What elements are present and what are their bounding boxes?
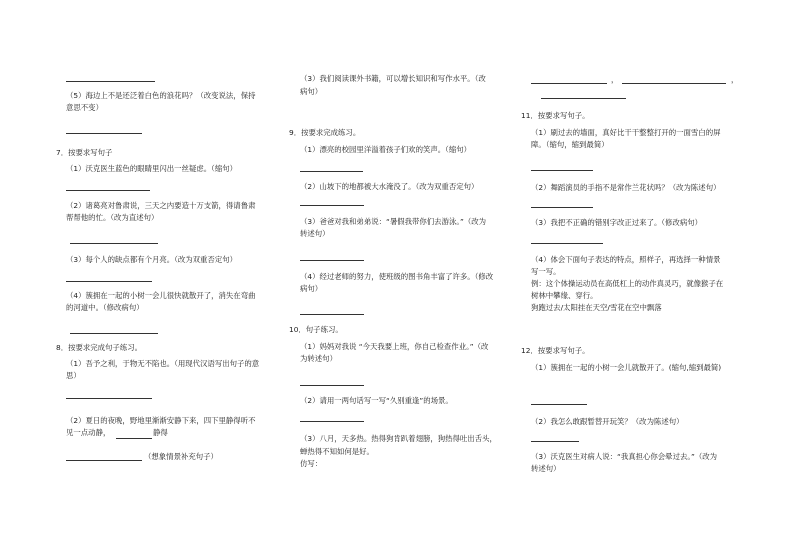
question-text: （4）经过老师的努力，使班级的图书角丰富了许多。（修改 <box>300 272 494 281</box>
question-text: 写一写。 <box>531 267 561 276</box>
answer-line[interactable] <box>622 83 726 84</box>
question-text: 见一点动静， <box>66 428 111 437</box>
separator-text: ， <box>611 75 619 84</box>
question-heading: 7．按要求写句子 <box>56 148 113 157</box>
answer-line[interactable] <box>300 205 364 206</box>
answer-line[interactable] <box>300 260 364 261</box>
question-text: 例：这个体操运动员在高低杠上的动作真灵巧，就像猴子在 <box>531 279 724 288</box>
answer-line[interactable] <box>300 385 364 386</box>
answer-line[interactable] <box>531 404 587 405</box>
question-text: （3）我把不正确的错别字改正过来了。（修改病句） <box>531 218 702 227</box>
question-text: 静得 <box>153 428 168 437</box>
question-text: （2）山坡下的地都被大水淹没了。（改为双重否定句） <box>300 182 479 191</box>
question-text: 病句） <box>300 87 323 96</box>
question-text: （3）我们阅读课外书籍，可以增长知识和写作水平。（改 <box>300 74 486 83</box>
question-text: （1）妈妈对我说 “今天我要上班，你自己检查作业。”（改 <box>300 342 489 351</box>
question-text: 为转述句） <box>300 354 337 363</box>
question-text: 意思不变） <box>66 103 103 112</box>
question-text: （2）舞蹈演员的手指不是常作兰花状吗？（改为陈述句） <box>531 183 721 192</box>
answer-line[interactable] <box>300 421 364 422</box>
question-heading: 12．按要求写句子。 <box>521 346 590 355</box>
question-text: （2）夏日的夜晚，野地里渐渐安静下来，四下里静得听不 <box>66 416 256 425</box>
question-text: （4）簇拥在一起的小树一会儿很快就散开了，消失在弯曲 <box>66 291 256 300</box>
question-text: （想象情景补充句子） <box>144 452 218 461</box>
question-heading: 10．句子练习。 <box>289 325 343 334</box>
answer-line[interactable] <box>541 98 626 99</box>
answer-line[interactable] <box>70 243 158 244</box>
separator-text: ， <box>731 75 739 84</box>
question-text: 的河道中。（修改病句） <box>66 303 144 312</box>
question-text: 树林中攀缘、穿行。 <box>531 291 598 300</box>
question-text: 思） <box>66 371 81 380</box>
question-text: （1）沃克医生蓝色的眼睛里闪出一丝疑虑。（缩句） <box>66 164 237 173</box>
question-text: 仿写： <box>300 459 323 468</box>
question-text: （3）八月，天多热。热得狗肯趴着翅膀，狗热得吐出舌头， <box>300 434 497 443</box>
question-text: （3）每个人的缺点都有个月亮。（改为双重否定句） <box>66 255 237 264</box>
answer-line[interactable] <box>66 398 152 399</box>
answer-line[interactable] <box>531 207 593 208</box>
answer-line[interactable] <box>531 83 607 84</box>
question-text: （4）体会下面句子表达的特点，照样子，再选择一种情景 <box>531 255 721 264</box>
question-text: （2）请用一两句话写一写“久别重逢”的场景。 <box>300 396 453 405</box>
question-text: 狗跑过去/太阳挂在天空/雪花在空中飘落 <box>531 303 662 312</box>
answer-line[interactable] <box>66 281 152 282</box>
answer-line[interactable] <box>116 438 152 439</box>
question-text: （1）吾予之利，于物无不陷也。（用现代汉语写出句子的意 <box>66 359 260 368</box>
answer-line[interactable] <box>66 133 142 134</box>
question-text: （3）沃克医生对病人说：“我真担心你会晕过去。”（改为 <box>531 452 718 461</box>
question-heading: 9．按要求完成练习。 <box>289 128 361 137</box>
question-text: （2）我怎么敢跟暂替开玩笑？（改为陈述句） <box>531 417 684 426</box>
answer-line[interactable] <box>66 460 142 461</box>
question-text: 转述句） <box>300 229 330 238</box>
question-text: 障。（缩句，缩到最简） <box>531 140 609 149</box>
question-text: （1）簇拥在一起的小树一会儿就散开了。(缩句,缩到最简) <box>531 363 722 372</box>
question-text: 蝉热得不知如何是好。 <box>300 447 374 456</box>
question-text: 转述句） <box>531 464 561 473</box>
question-text: （2）诸葛亮对鲁肃说，三天之内要造十万支箭，得请鲁肃 <box>66 201 256 210</box>
question-text: （1）漂亮的校园里洋溢着孩子们欢的笑声。（缩句） <box>300 145 471 154</box>
question-heading: 11．按要求写句子。 <box>521 111 590 120</box>
answer-line[interactable] <box>531 170 593 171</box>
question-text: （3）爸爸对我和弟弟说：“暑假我带你们去游泳。”（改为 <box>300 217 487 226</box>
answer-line[interactable] <box>300 171 363 172</box>
answer-line[interactable] <box>70 333 158 334</box>
answer-line[interactable] <box>300 314 364 315</box>
question-text: （5）海边上不是还泛着白色的浪花吗？（改变说法，保持 <box>66 91 256 100</box>
answer-line[interactable] <box>531 243 603 244</box>
answer-line[interactable] <box>531 441 579 442</box>
question-heading: 8．按要求完成句子练习。 <box>56 343 143 352</box>
answer-line[interactable] <box>66 190 150 191</box>
question-text: 病句） <box>300 284 323 293</box>
question-text: 帮帮他的忙。（改为直述句） <box>66 213 159 222</box>
question-text: （1）刷过去的墙面，真好比干干整整打开的一面雪白的屏 <box>531 128 721 137</box>
answer-line[interactable] <box>66 81 155 82</box>
